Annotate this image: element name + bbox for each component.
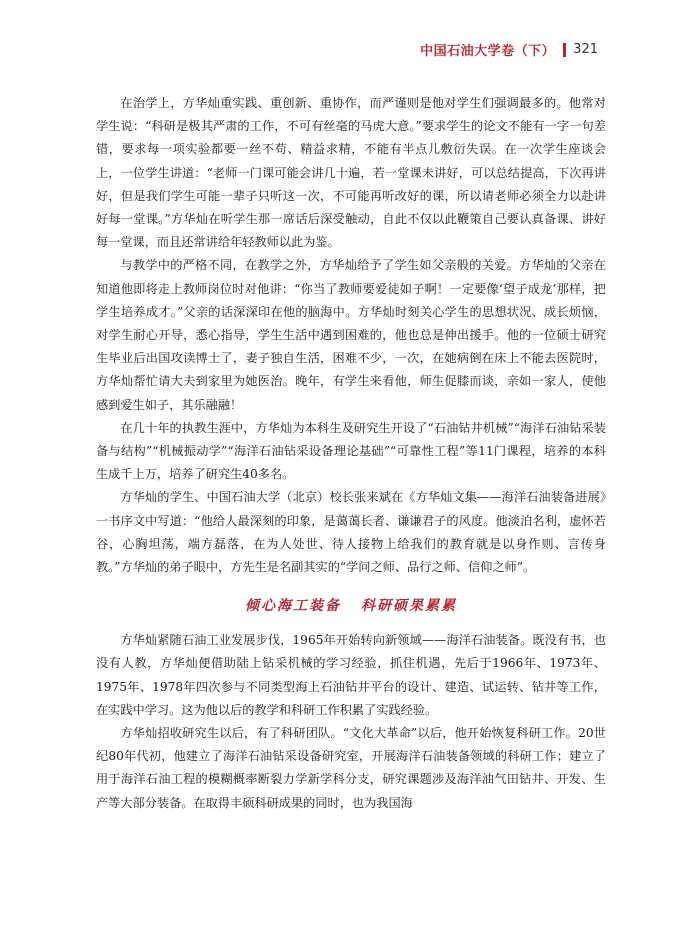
paragraph: 与教学中的严格不同，在教学之外，方华灿给予了学生如父亲般的关爱。方华灿的父亲在知道他即将走上教师岗位时对他讲：“你当了教师要爱徒如子啊！一定要像‘望子成龙’那样，把学生培养成才。”父亲的话深深印在他的脑海中。方华灿时刻关心学生的思想状况、成长烦恼，对学生耐心开导，悉心指导，学生生活中遇到困难的，他也总是伸出援手。他的一位硕士研究生毕业后出国攻读博士了，妻子独自生活，困难不少，一次，在她病倒在床上不能去医院时，方华灿帮忙请大夫到家里为她医治。晚年，有学生来看他，师生促膝而谈，亲如一家人，使他感到爱生如子，其乐融融！ bbox=[96, 258, 606, 412]
section-heading-part2: 科研硕果累累 bbox=[361, 598, 457, 615]
paragraph: 在几十年的执教生涯中，方华灿为本科生及研究生开设了“石油钻井机械”“海洋石油钻采装备与结构”“机械振动学”“海洋石油钻采设备理论基础”“可靠性工程”等11门课程，培养的本科生成千上万，培养了研究生40多名。 bbox=[96, 420, 606, 482]
section-heading bbox=[96, 595, 606, 615]
paragraph: 方华灿的学生、中国石油大学（北京）校长张来斌在《方华灿文集——海洋石油装备进展》一书序文中写道：“他给人最深刻的印象，是蔼蔼长者、谦谦君子的风度。他淡泊名利，虚怀若谷，心胸坦荡，端方磊落，在为人处世、待人接物上给我们的教育就是以身作则、言传身教。”方华灿的弟子眼中，方先生是名副其实的“学问之师、品行之师、信仰之师”。 bbox=[96, 490, 606, 575]
paragraph: 方华灿招收研究生以后，有了科研团队。“文化大革命”以后，他开始恢复科研工作。20世纪80年代初，他建立了海洋石油钻采设备研究室，开展海洋石油装备领域的科研工作；建立了用于海洋石油工程的模糊概率断裂力学新学科分支，研究课题涉及海洋油气田钻井、开发、生产等大部分装备。在取得丰硕科研成果的同时，也为我国海 bbox=[96, 726, 606, 810]
paragraph: 方华灿紧随石油工业发展步伐，1965年开始转向新领域——海洋石油装备。既没有书，也没有人教，方华灿便借助陆上钻采机械的学习经验，抓住机遇，先后于1966年、1973年、1975年、1978年四次参与不同类型海上石油钻井平台的设计、建造、试运转、钻井等工作，在实践中学习。这为他以后的教学和科研工作积累了实践经验。 bbox=[96, 633, 606, 717]
page-number: 321 bbox=[573, 42, 598, 57]
section-heading-part1: 倾心海工装备 bbox=[245, 598, 341, 615]
running-header bbox=[420, 40, 598, 59]
paragraph: 在治学上，方华灿重实践、重创新、重协作，而严谨则是他对学生们强调最多的。他常对学生说：“科研是极其严肃的工作，不可有丝毫的马虎大意。”要求学生的论文不能有一字一句差错，要求每一项实验都要一丝不苟、精益求精，不能有半点儿敷衍失误。在一次学生座谈会上，一位学生讲道：“老师一门课可能会讲几十遍，若一堂课未讲好，可以总结提高，下次再讲好，但是我们学生可能一辈子只听这一次，不可能再听改好的课，所以请老师必须全力以赴讲好每一堂课。”方华灿在听学生那一席话后深受触动，自此不仅以此鞭策自己要认真备课、讲好每一堂课，而且还常讲给年轻教师以此为鉴。 bbox=[96, 96, 606, 250]
header-separator bbox=[563, 43, 566, 57]
page-body bbox=[96, 92, 606, 815]
book-title: 中国石油大学卷（下） bbox=[420, 44, 556, 59]
